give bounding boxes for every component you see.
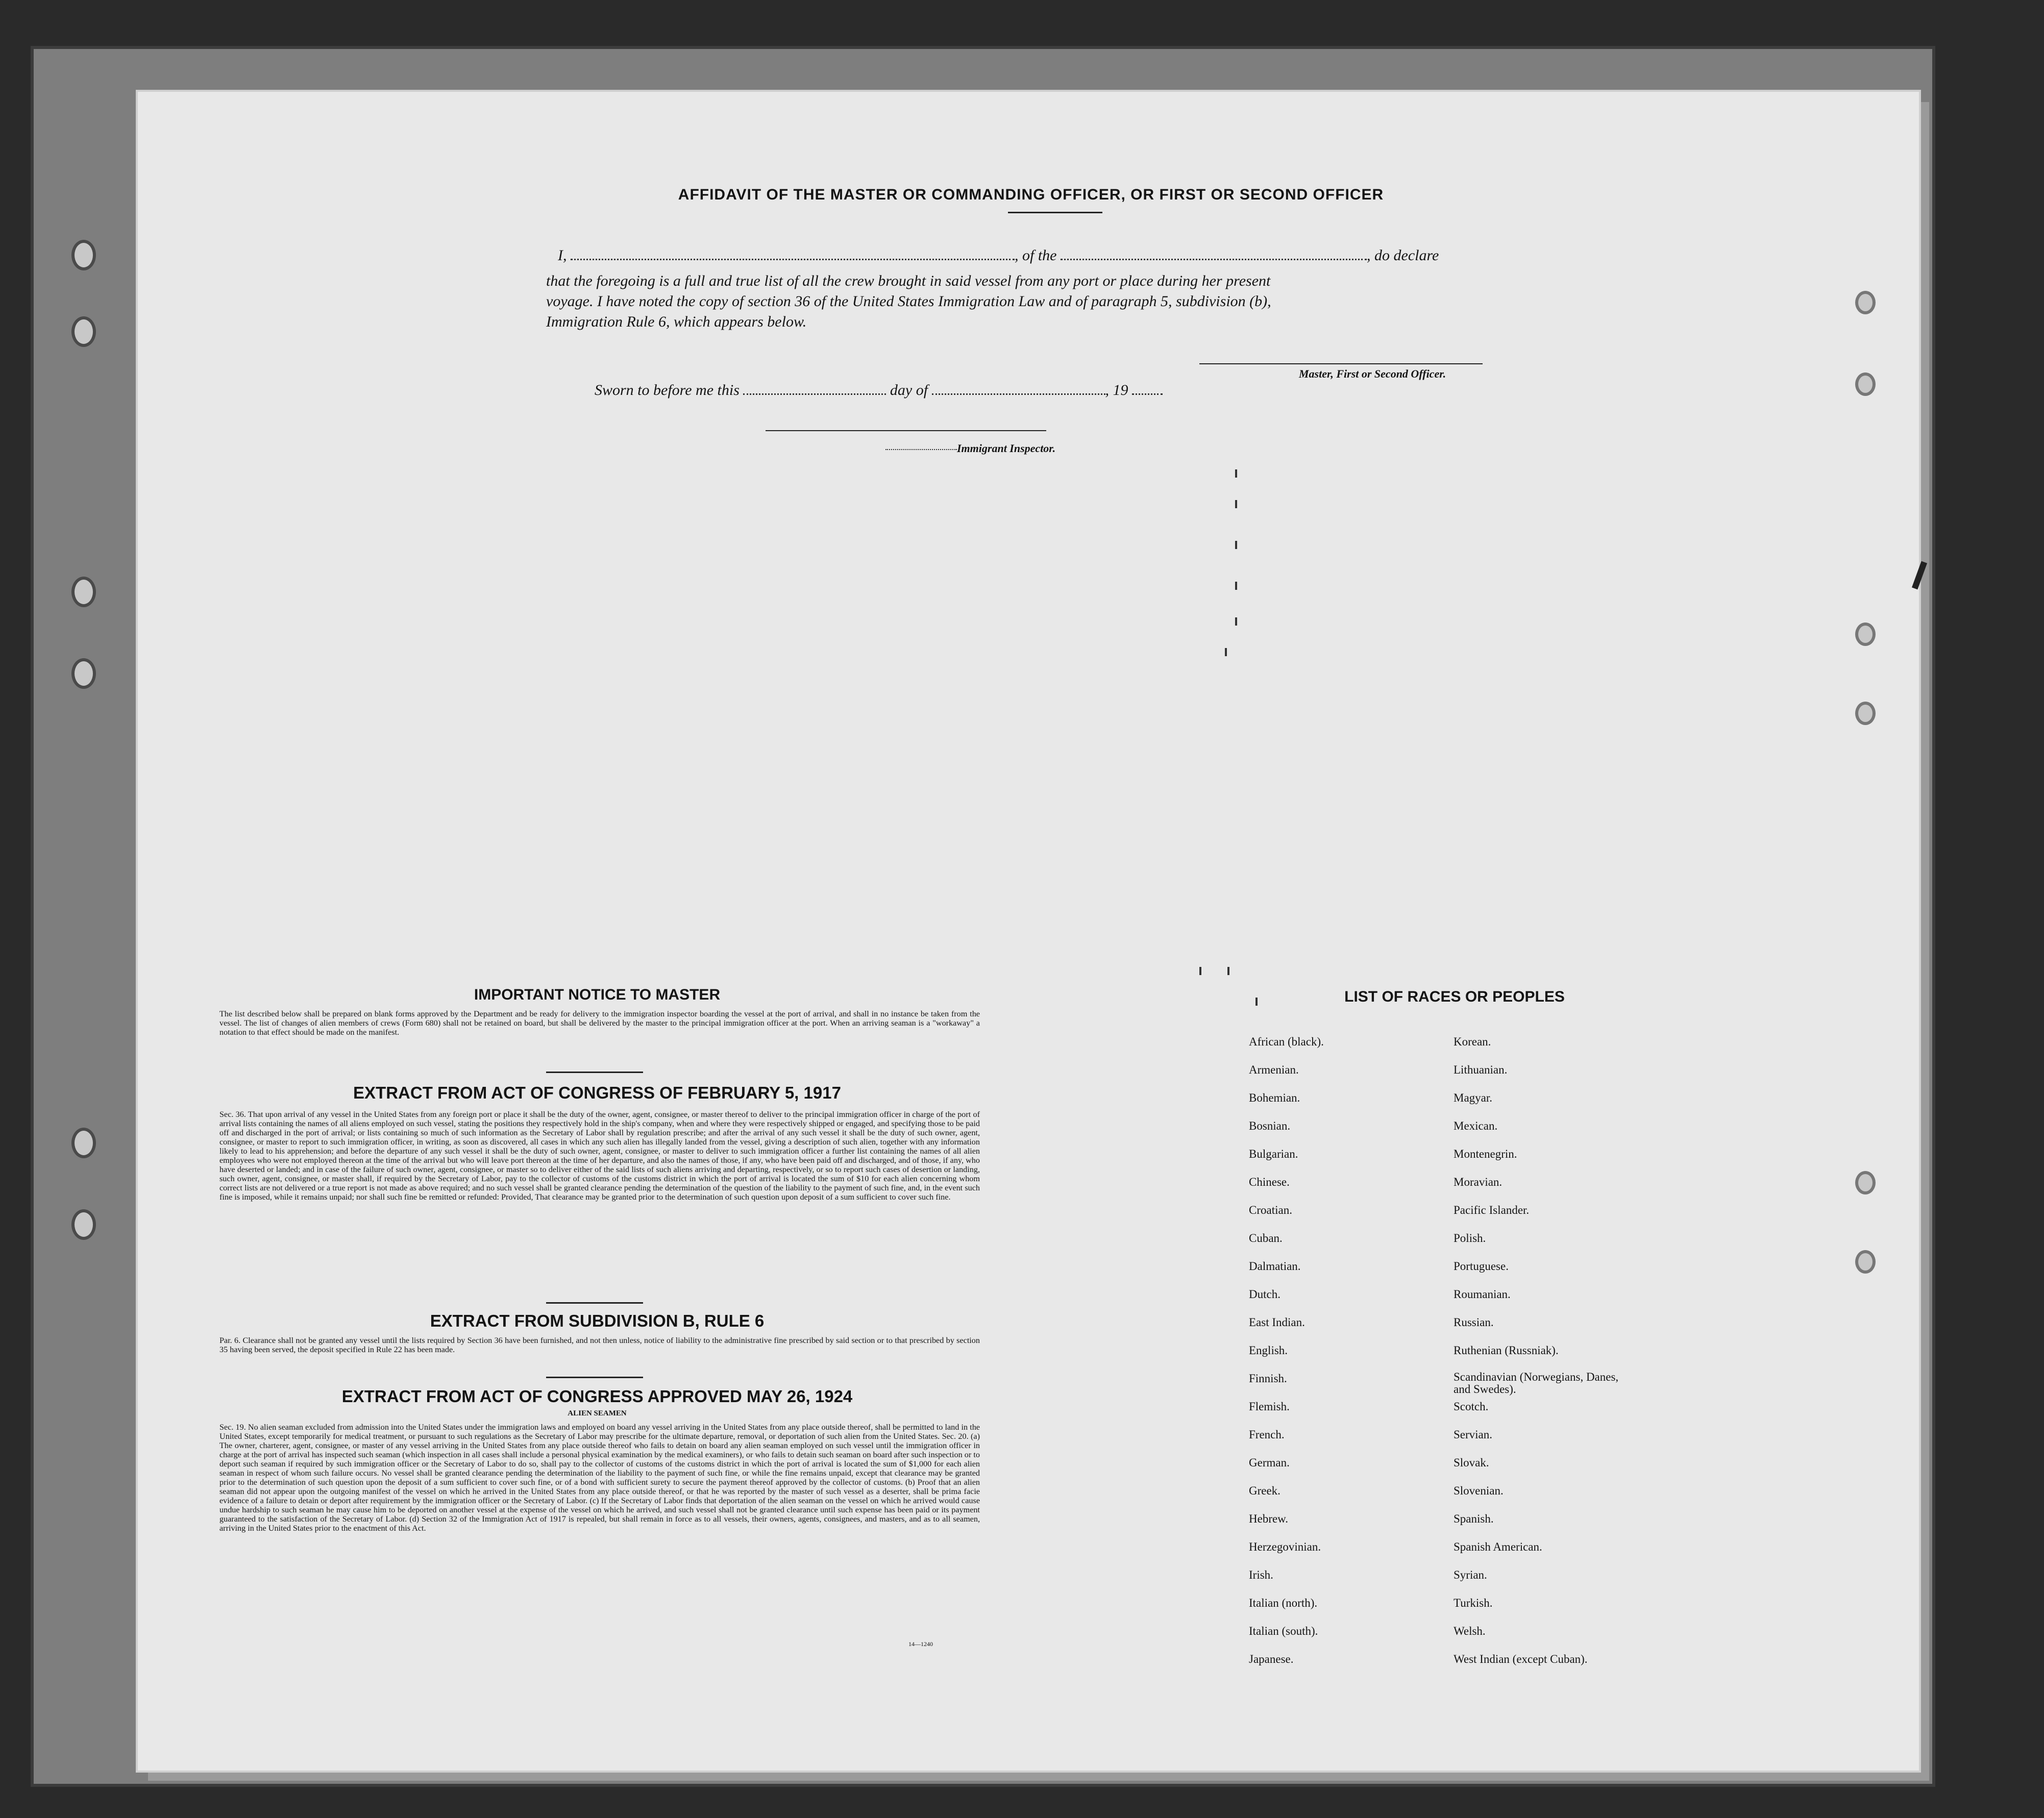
sworn-day-blank[interactable] — [743, 393, 886, 395]
binder-hole — [71, 240, 96, 270]
extract-1917-title: EXTRACT FROM ACT OF CONGRESS OF FEBRUARY 5, 1917 — [353, 1083, 841, 1102]
binder-hole — [71, 577, 96, 607]
race-item: Lithuanian. — [1454, 1063, 1508, 1076]
sworn-year-blank[interactable] — [1132, 393, 1163, 395]
sworn-year: , 19 — [1105, 382, 1128, 399]
sworn-line — [595, 382, 1163, 399]
race-item: Syrian. — [1454, 1568, 1487, 1581]
race-item: Mexican. — [1454, 1119, 1498, 1132]
declaration-of-the: , of the — [1015, 247, 1057, 264]
declaration-line-1 — [558, 247, 1439, 264]
races-left-column — [1249, 1034, 1324, 1680]
race-item: German. — [1249, 1456, 1290, 1469]
binder-hole — [71, 316, 96, 347]
subdivision-text: Par. 6. Clearance shall not be granted any vessel until the lists required by Section 36 have been furnished, and not then unless, notice of liability to the administrative fine prescribed by said section or to that prescribed by section 35 having been served, the deposit specified in Rule 22 has been made. — [219, 1336, 980, 1354]
race-item: Slovak. — [1454, 1456, 1489, 1469]
race-item: French. — [1249, 1428, 1285, 1441]
race-item: Dutch. — [1249, 1288, 1280, 1301]
race-item: Hebrew. — [1249, 1512, 1289, 1525]
pencil-mark — [1199, 967, 1201, 975]
race-item: Italian (south). — [1249, 1625, 1318, 1637]
master-signature-line[interactable] — [1199, 363, 1483, 364]
race-item: Pacific Islander. — [1454, 1204, 1530, 1216]
affidavit-title: AFFIDAVIT OF THE MASTER OR COMMANDING OFFICER, OR FIRST OR SECOND OFFICER — [678, 186, 1384, 203]
binder-hole — [1855, 291, 1876, 314]
race-item: Spanish American. — [1454, 1540, 1542, 1553]
race-item: Dalmatian. — [1249, 1260, 1301, 1273]
declaration-line-4: Immigration Rule 6, which appears below. — [546, 313, 807, 330]
race-item: Italian (north). — [1249, 1597, 1318, 1609]
alien-seamen-subtitle: ALIEN SEAMEN — [568, 1409, 627, 1417]
race-item: Armenian. — [1249, 1063, 1299, 1076]
race-item: East Indian. — [1249, 1316, 1305, 1329]
race-item: Irish. — [1249, 1568, 1273, 1581]
race-item: Moravian. — [1454, 1176, 1503, 1188]
extract-1924-text: Sec. 19. No alien seaman excluded from admission into the United States under the immigration laws and employed on board any vessel arriving in the United States from any place outside thereof, shall be permitted to land in the United States, except temporarily for medical treatment, or pursuant to such regulations as the Secretary of Labor may prescribe for the ultimate departure, removal, or deportation of such alien from the United States. Sec. 20. (a) The owner, charterer, agent, consignee, or master of any vessel arriving in the United States from any place outside thereof who fails to detain on board any alien seaman employed on such vessel until the immigration officer in charge at the port of arrival has inspected such seaman (which inspection in all cases shall include a personal physical examination by the medical examiners), or who fails to detain such seaman on board after such inspection or to deport such seaman if required by such immigration officer or the Secretary of Labor to do so, shall pay to the collector of customs of the customs district in which the port of arrival is located the sum of $1,000 for each alien seaman in respect of whom such failure occurs. No vessel shall be granted clearance pending the determination of the liability to the payment of such fine, or while the fine remains unpaid, except that clearance may be granted prior to the determination of such question upon the deposit of a sum sufficient to cover such fine, or of a bond with sufficient surety to secure the payment thereof approved by the collector of customs. (b) Proof that an alien seaman did not appear upon the outgoing manifest of the vessel on which he arrived in the United States from any place outside thereof, or that he was reported by the master of such vessel as a deserter, shall be prima facie evidence of a failure to detain or deport after requirement by the immigration officer or the Secretary of Labor. (c) If the Secretary of Labor finds that deportation of the alien seaman on the vessel on which he arrived would cause undue hardship to such seaman he may cause him to be deported on another vessel at the expense of the vessel on which he arrived, and such vessel shall not be granted clearance until such expense has been paid or its payment guaranteed to the satisfaction of the Secretary of Labor. (d) Section 32 of the Immigration Act of 1917 is repealed, but shall remain in force as to all vessels, their owners, agents, consignees, and masters, and as to all seamen, arriving in the United States prior to the enactment of this Act. — [219, 1423, 980, 1533]
races-right-column — [1454, 1034, 1637, 1680]
binder-hole — [1855, 1250, 1876, 1274]
race-item: Polish. — [1454, 1232, 1486, 1244]
title-divider — [1008, 212, 1102, 213]
race-item: Portuguese. — [1454, 1260, 1509, 1273]
race-item: African (black). — [1249, 1035, 1324, 1048]
race-item: Finnish. — [1249, 1372, 1287, 1385]
section-divider — [546, 1302, 643, 1304]
race-item: Spanish. — [1454, 1512, 1494, 1525]
pencil-mark — [1255, 998, 1258, 1006]
race-item: Ruthenian (Russniak). — [1454, 1344, 1559, 1357]
race-item: Servian. — [1454, 1428, 1493, 1441]
race-item: English. — [1249, 1344, 1288, 1357]
race-item: Cuban. — [1249, 1232, 1283, 1244]
declaration-line-2: that the foregoing is a full and true list of all the crew brought in said vessel from any port or place during her present — [546, 272, 1271, 289]
race-item: Roumanian. — [1454, 1288, 1511, 1301]
pencil-mark — [1235, 500, 1237, 508]
race-item: Bosnian. — [1249, 1119, 1291, 1132]
extract-1924-title: EXTRACT FROM ACT OF CONGRESS APPROVED MAY 26, 1924 — [341, 1387, 853, 1406]
sworn-month-blank[interactable] — [932, 393, 1105, 395]
race-item: Chinese. — [1249, 1176, 1290, 1188]
notice-title: IMPORTANT NOTICE TO MASTER — [474, 986, 721, 1003]
sworn-start: Sworn to before me this — [595, 382, 740, 399]
binder-hole — [71, 658, 96, 689]
binder-hole — [1855, 622, 1876, 646]
pencil-mark — [1227, 967, 1229, 975]
form-number: 14—1240 — [908, 1640, 933, 1648]
declaration-start: I, — [558, 247, 567, 264]
race-item: Russian. — [1454, 1316, 1494, 1329]
race-item: Flemish. — [1249, 1400, 1290, 1413]
binder-hole — [71, 1209, 96, 1240]
race-item: Welsh. — [1454, 1625, 1486, 1637]
race-item: Bulgarian. — [1249, 1148, 1298, 1160]
race-item: Scotch. — [1454, 1400, 1489, 1413]
inspector-label: Immigrant Inspector. — [957, 442, 1056, 455]
extract-1917-text: Sec. 36. That upon arrival of any vessel in the United States from any foreign port or place it shall be the duty of the owner, agent, consignee, or master thereof to deliver to the principal immigration officer in charge of the port of arrival lists containing the names of all aliens employed on such vessel, stating the positions they respectively hold in the ship's company, when and where they were respectively shipped or engaged, and specifying those to be paid off and discharged in the port of arrival; or lists containing so much of such information as the Secretary of Labor shall by regulation prescribe; and after the arrival of any such vessel it shall be the duty of such owner, agent, consignee, or master to report to such immigration officer, in writing, as soon as discovered, all cases in which any such alien has illegally landed from the vessel, giving a description of such alien, together with any information likely to lead to his apprehension; and before the departure of any such vessel it shall be the duty of such owner, agent, consignee, or master to deliver to such immigration officer a further list containing the names of all alien employees who were not employed thereon at the time of the arrival but who will leave port thereon at the time of her departure, and also the names of those, if any, who have been paid off and discharged, and of those, if any, who have deserted or landed; and in case of the failure of such owner, agent, consignee, or master so to deliver either of the said lists of such aliens arriving and departing, respectively, or so to report such cases of desertion or landing, such owner, agent, consignee, or master shall, if required by the Secretary of Labor, pay to the collector of customs of the customs district in which the port of arrival is located the sum of $10 for each alien concerning whom correct lists are not delivered or a true report is not made as above required; and no such vessel shall be granted clearance pending the determination of the question of the liability to the payment of such fine, and, in the event such fine is imposed, while it remains unpaid; nor shall such fine be remitted or refunded: Provided, That clearance may be granted prior to the determination of such question upon deposit of a sum sufficient to cover such fine. — [219, 1110, 980, 1202]
sworn-day-of: day of — [890, 382, 928, 399]
race-item: Croatian. — [1249, 1204, 1292, 1216]
race-item: Greek. — [1249, 1484, 1280, 1497]
binder-hole — [71, 1128, 96, 1158]
race-item: West Indian (except Cuban). — [1454, 1653, 1588, 1665]
binder-hole — [1855, 702, 1876, 725]
pencil-mark — [1235, 617, 1237, 626]
race-item: Korean. — [1454, 1035, 1491, 1048]
race-item: Japanese. — [1249, 1653, 1294, 1665]
subdivision-title: EXTRACT FROM SUBDIVISION B, RULE 6 — [430, 1311, 765, 1330]
race-item: Slovenian. — [1454, 1484, 1504, 1497]
binder-hole — [1855, 1171, 1876, 1194]
section-divider — [546, 1377, 643, 1378]
pencil-mark — [1235, 582, 1237, 590]
race-item: Montenegrin. — [1454, 1148, 1517, 1160]
master-signature-label: Master, First or Second Officer. — [1299, 367, 1446, 380]
declaration-end: , do declare — [1367, 247, 1439, 264]
race-item: Magyar. — [1454, 1091, 1493, 1104]
section-divider — [546, 1072, 643, 1073]
name-blank[interactable] — [571, 259, 1015, 260]
inspector-signature-line[interactable] — [766, 430, 1046, 431]
pencil-mark — [1235, 541, 1237, 549]
declaration-line-3: voyage. I have noted the copy of section 36 of the United States Immigration Law and of paragraph 5, subdivision (b), — [546, 293, 1271, 310]
pencil-mark — [1225, 648, 1227, 656]
notice-text: The list described below shall be prepared on blank forms approved by the Department and be ready for delivery to the immigration inspector boarding the vessel at the port of arrival, and shall in no instance be taken from the vessel. The list of changes of alien members of crews (Form 680) shall not be retained on board, but shall be delivered by the master to the principal immigration officer at the port. When an arriving seaman is a "workaway" a notation to that effect should be made on the manifest. — [219, 1009, 980, 1037]
race-item: Scandinavian (Norwegians, Danes, and Swedes). — [1454, 1371, 1619, 1396]
races-title: LIST OF RACES OR PEOPLES — [1344, 988, 1565, 1005]
vessel-blank[interactable] — [1061, 259, 1367, 260]
pencil-mark — [1235, 469, 1237, 478]
race-item: Herzegovinian. — [1249, 1540, 1321, 1553]
inspector-dots — [885, 449, 957, 450]
race-item: Turkish. — [1454, 1597, 1493, 1609]
binder-hole — [1855, 372, 1876, 396]
race-item: Bohemian. — [1249, 1091, 1300, 1104]
